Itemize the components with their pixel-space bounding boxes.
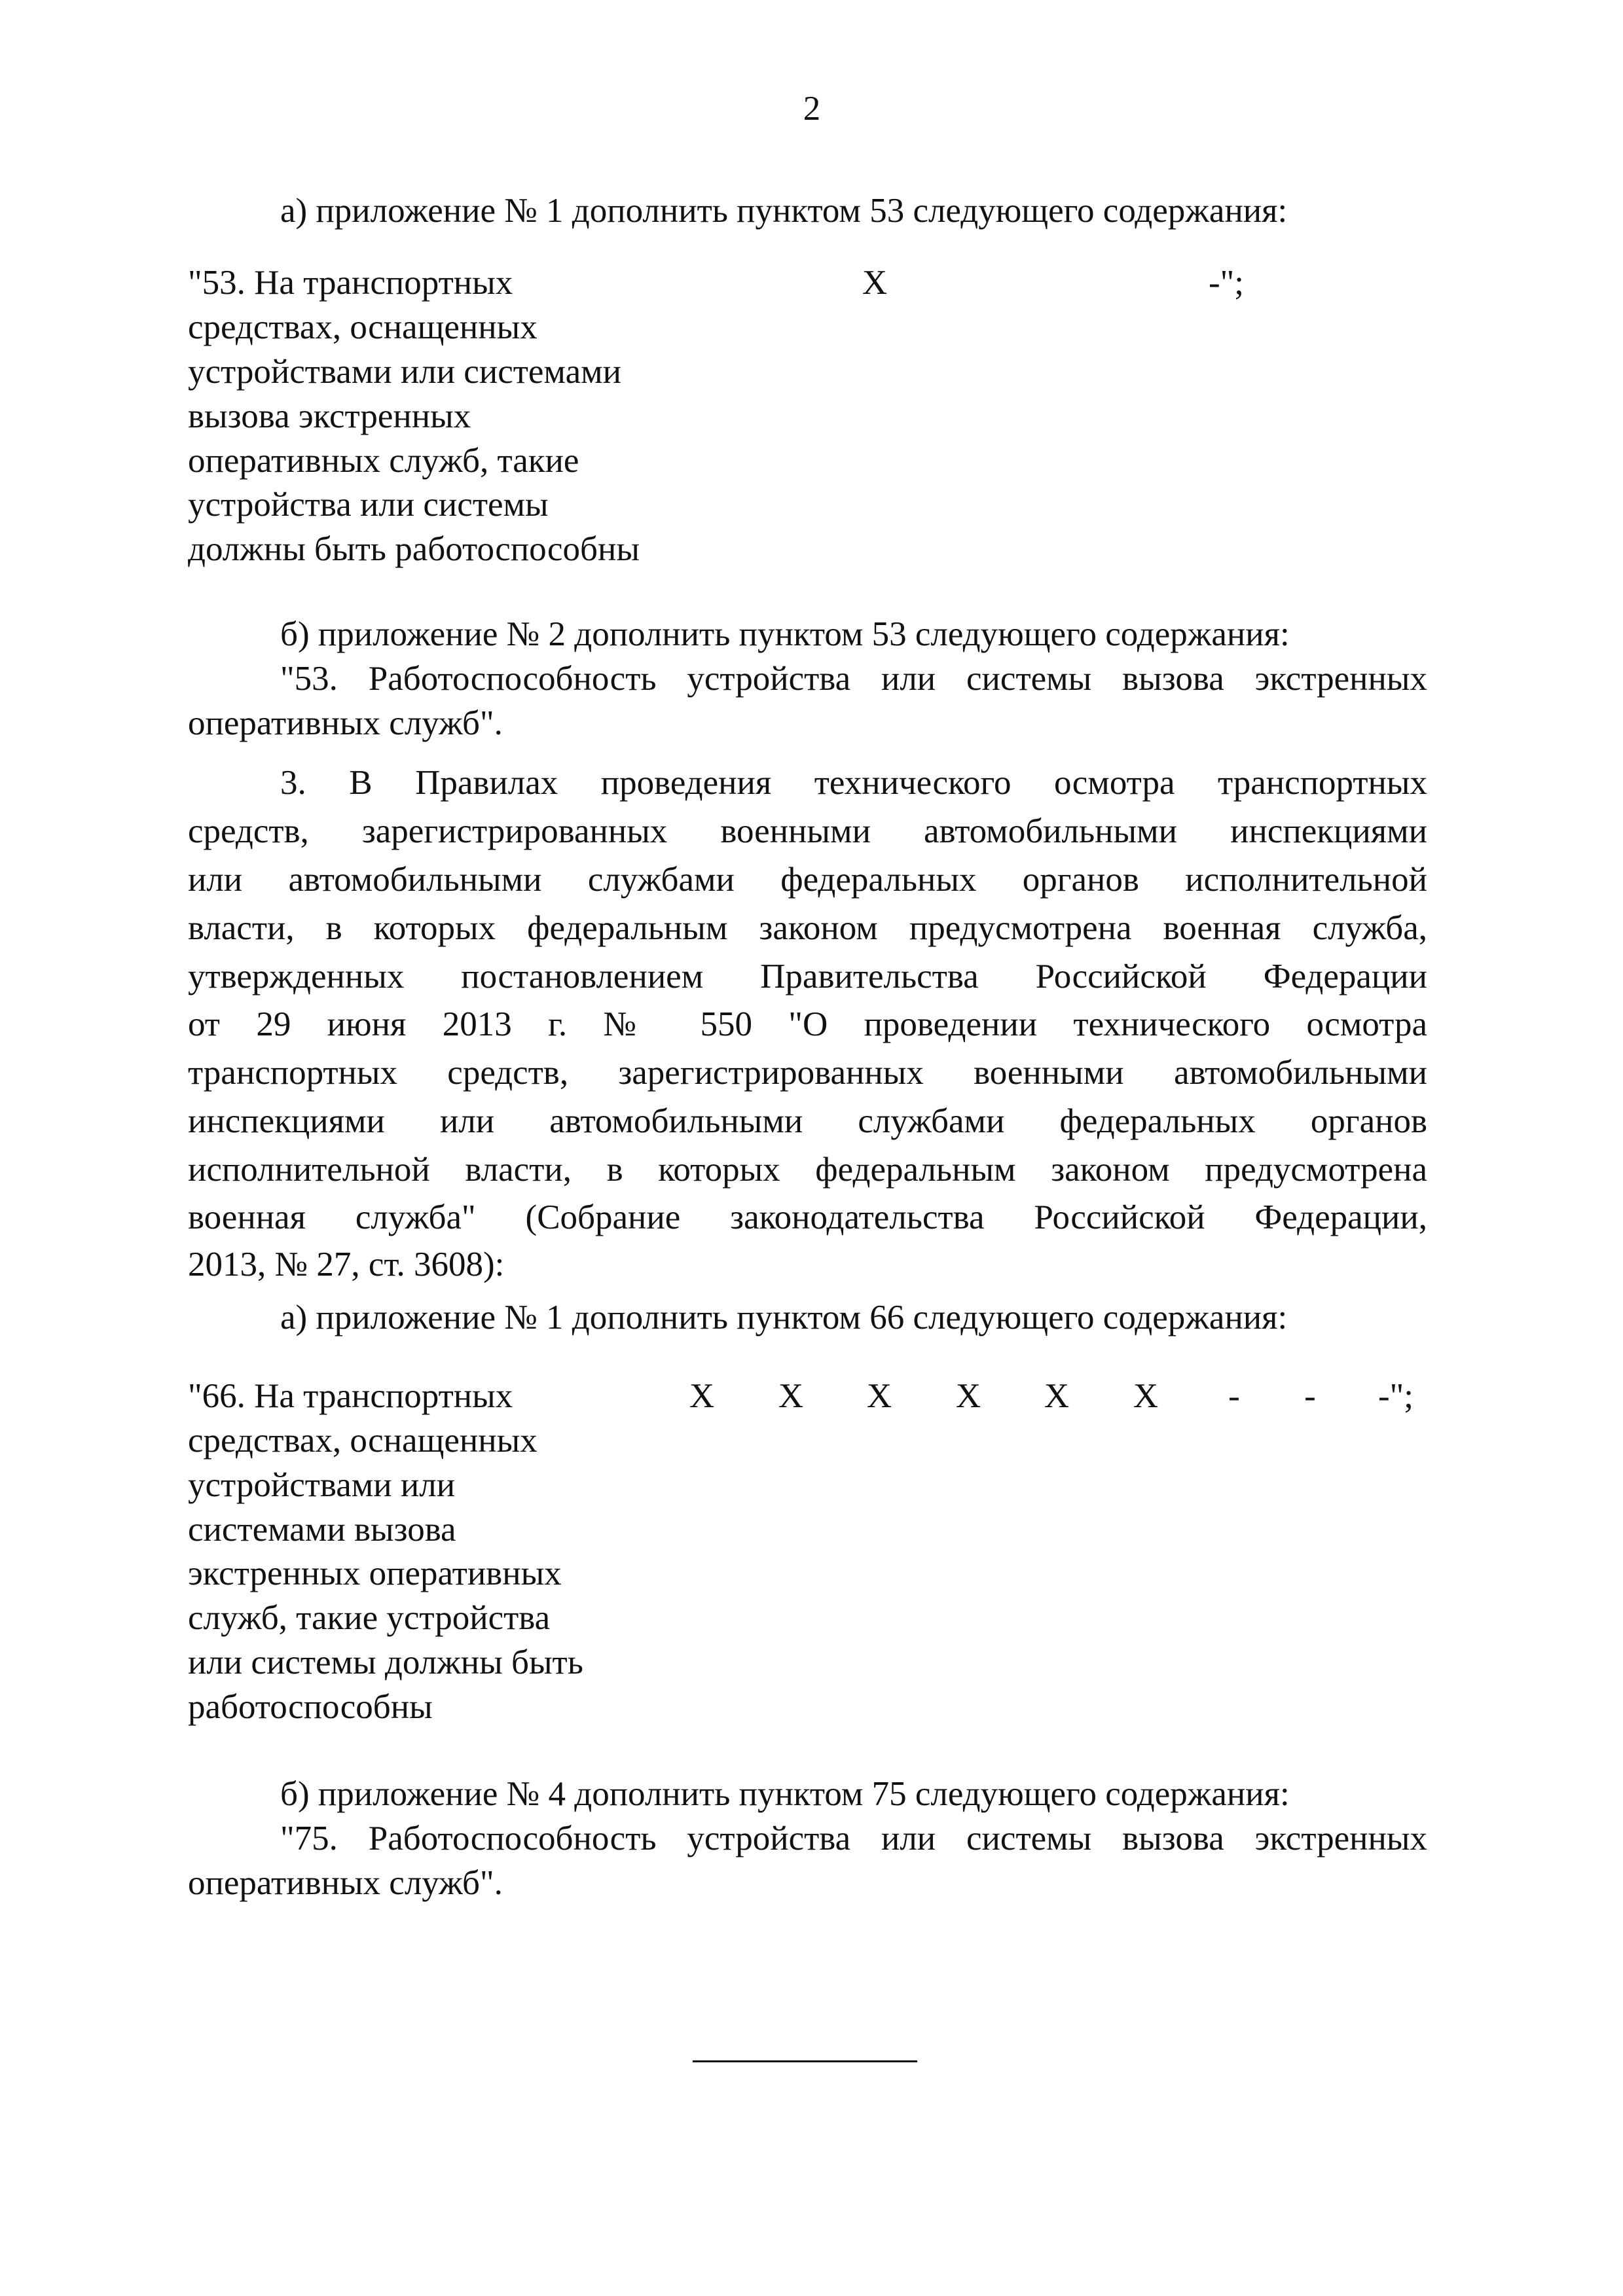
amendment-b-annex4-point75: б) приложение № 4 дополнить пунктом 75 следующего содержания: [280,1775,1290,1813]
table-mark-dash: - [1304,1377,1316,1415]
table-cell-text: "66. На транспортных [188,1377,513,1415]
quote-line: оперативных служб". [188,704,503,742]
table-cell-text: работоспособны [188,1688,433,1726]
table-row-end: -"; [1377,1377,1413,1415]
paragraph-line: от 29 июня 2013 г. № 550 "О проведении технического осмотра [188,1005,1427,1043]
table-cell-text: оперативных служб, такие [188,442,579,480]
quote-line: "53. Работоспособность устройства или системы вызова экстренных [280,660,1427,698]
quote-line: оперативных служб". [188,1864,503,1902]
quote-line: "75. Работоспособность устройства или системы вызова экстренных [280,1820,1427,1857]
table-mark-x: Х [778,1377,804,1415]
table-mark-x: Х [1044,1377,1070,1415]
paragraph-line: военная служба" (Собрание законодательства Российской Федерации, [188,1198,1427,1236]
paragraph-line: 3. В Правилах проведения технического осмотра транспортных [280,764,1427,802]
table-cell-text: устройствами или [188,1466,456,1504]
paragraph-line: средств, зарегистрированных военными автомобильными инспекциями [188,812,1427,850]
table-row-end: -"; [1208,264,1244,302]
table-mark-x: Х [955,1377,981,1415]
table-cell-text: средствах, оснащенных [188,1422,538,1460]
amendment-b-annex2-point53: б) приложение № 2 дополнить пунктом 53 следующего содержания: [280,615,1290,653]
paragraph-line: власти, в которых федеральным законом предусмотрена военная служба, [188,909,1427,947]
amendment-a-annex1-point53: а) приложение № 1 дополнить пунктом 53 следующего содержания: [280,192,1288,230]
table-cell-text: должны быть работоспособны [188,530,640,568]
table-cell-text: системами вызова [188,1511,456,1549]
amendment-a-annex1-point66: а) приложение № 1 дополнить пунктом 66 следующего содержания: [280,1299,1288,1336]
table-cell-text: или системы должны быть [188,1643,583,1681]
table-cell-text: вызова экстренных [188,397,471,435]
paragraph-line: утвержденных постановлением Правительства Российской Федерации [188,958,1427,996]
paragraph-line: транспортных средств, зарегистрированных военными автомобильными [188,1054,1427,1092]
table-mark-x: Х [689,1377,715,1415]
page-number: 2 [803,90,821,128]
table-mark-x: Х [1133,1377,1159,1415]
table-cell-text: служб, такие устройства [188,1599,551,1637]
table-cell-text: "53. На транспортных [188,264,513,302]
table-cell-text: устройства или системы [188,486,549,524]
table-mark-dash: - [1228,1377,1240,1415]
paragraph-line: или автомобильными службами федеральных органов исполнительной [188,861,1427,899]
paragraph-line: инспекциями или автомобильными службами федеральных органов [188,1102,1427,1140]
table-cell-text: средствах, оснащенных [188,308,538,346]
closing-rule [693,2060,917,2062]
table-cell-text: устройствами или системами [188,353,622,391]
paragraph-line: 2013, № 27, ст. 3608): [188,1246,505,1283]
table-mark-x: Х [862,264,888,302]
table-cell-text: экстренных оперативных [188,1554,562,1592]
table-mark-x: Х [866,1377,892,1415]
paragraph-line: исполнительной власти, в которых федеральным законом предусмотрена [188,1151,1427,1189]
